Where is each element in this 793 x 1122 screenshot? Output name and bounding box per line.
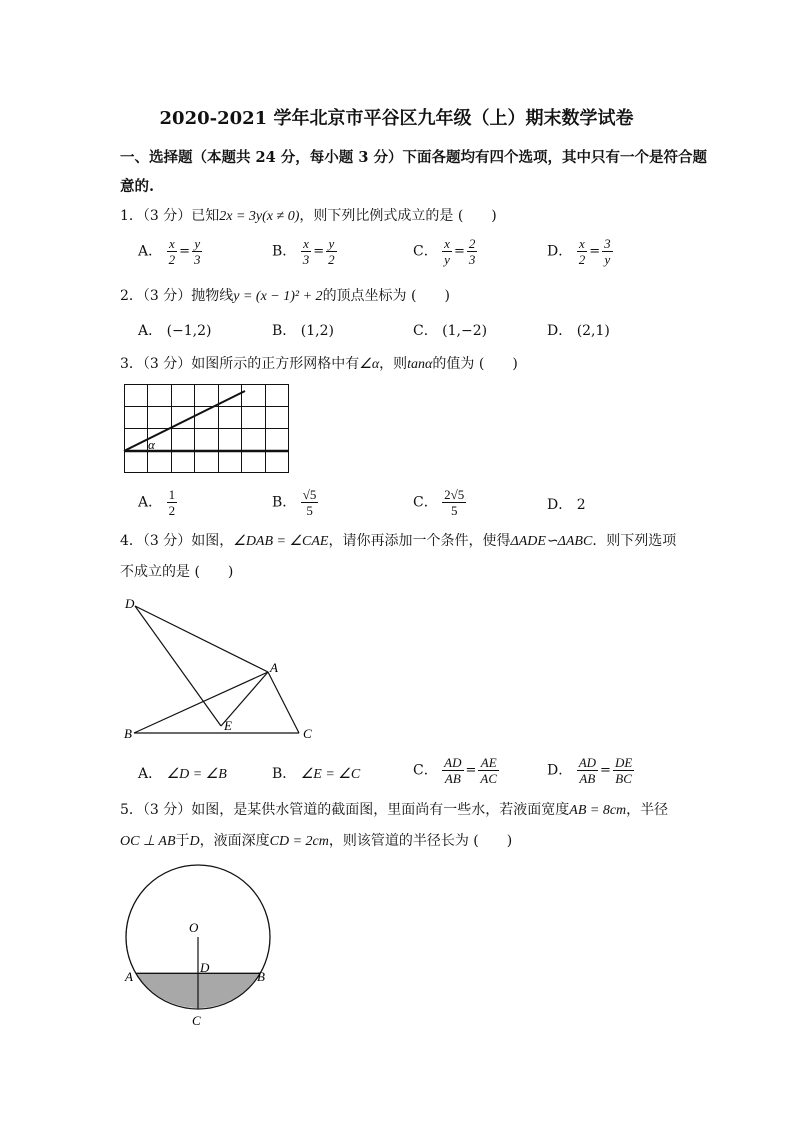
point-c-label: C	[303, 726, 312, 741]
option-label: A．	[138, 243, 163, 260]
triangle-figure	[118, 595, 318, 745]
fraction: $\frac{AE}{AC}$	[480, 755, 498, 786]
q2-option-c[interactable]: C． (1,−2)	[413, 323, 488, 339]
fraction: $\frac{y}{2}$	[328, 236, 335, 267]
fraction: $\frac{2}{3}$	[468, 236, 476, 267]
fraction: $\frac{x}{2}$	[168, 236, 176, 267]
q1-option-c[interactable]: C． $\frac{x}{y}$ = $\frac{2}{3}$	[413, 236, 476, 267]
question-4-stem-line2: 不成立的是 ( )	[120, 564, 234, 580]
point-o-label: O	[189, 920, 199, 935]
q1-option-a[interactable]: A． $\frac{x}{2}$ = $\frac{y}{3}$	[138, 236, 201, 267]
pipe-cross-section-figure	[118, 855, 288, 1055]
angle-alpha-label: α	[148, 437, 155, 452]
fraction: $\frac{√5}{5}$	[302, 487, 317, 518]
point-b-label: B	[257, 969, 265, 984]
q1-text-a: 1．（3 分）已知	[120, 208, 220, 224]
q2-math: y = (x − 1)² + 2	[233, 289, 323, 304]
question-5-stem-line2: OC ⊥ AB于D，液面深度CD = 2cm，则该管道的半径长为 ( )	[120, 833, 513, 849]
point-a-label: A	[270, 660, 278, 675]
fraction: $\frac{AD}{AB}$	[578, 755, 597, 786]
q2-text-a: 2．（3 分）抛物线	[120, 288, 234, 304]
fraction: $\frac{AD}{AB}$	[444, 755, 462, 786]
q1-option-d[interactable]: D． $\frac{x}{2}$ = $\frac{3}{y}$	[547, 236, 611, 267]
section-heading-line1: 一、选择题（本题共 24 分，每小题 3 分）下面各题均有四个选项，其中只有一个是符合题	[120, 149, 707, 166]
point-d-label: D	[200, 960, 210, 975]
question-4-stem: 4．（3 分）如图，∠DAB = ∠CAE，请你再添加一个条件，使得ΔADE∽ΔABC．则下列选项	[120, 533, 677, 549]
fraction: $\frac{1}{2}$	[168, 487, 176, 518]
fraction: $\frac{x}{y}$	[444, 236, 450, 267]
q3-option-c[interactable]: C． $\frac{2√5}{5}$	[413, 487, 465, 518]
section-heading-line2: 意的.	[120, 178, 155, 195]
fraction: $\frac{3}{y}$	[604, 236, 611, 267]
q2-option-a[interactable]: A． (−1,2)	[138, 323, 212, 339]
option-label: C．	[413, 243, 438, 260]
point-e-label: E	[224, 718, 232, 733]
fraction: $\frac{x}{3}$	[302, 236, 310, 267]
fraction: $\frac{y}{3}$	[193, 236, 201, 267]
square-grid-figure	[124, 384, 289, 474]
point-b-label: B	[124, 726, 132, 741]
question-3-stem: 3．（3 分）如图所示的正方形网格中有∠α，则tanα的值为 ( )	[120, 356, 518, 372]
q1-option-b[interactable]: B． $\frac{x}{3}$ = $\frac{y}{2}$	[272, 236, 335, 267]
q4-option-d[interactable]: D． $\frac{AD}{AB}$ = $\frac{DE}{BC}$	[547, 755, 633, 786]
q2-option-b[interactable]: B． (1,2)	[272, 323, 334, 339]
option-label: B．	[272, 243, 297, 260]
q1-math: 2x = 3y(x ≠ 0)	[219, 209, 300, 224]
page-title: 2020-2021 学年北京市平谷区九年级（上）期末数学试卷	[159, 108, 634, 129]
question-5-stem: 5．（3 分）如图，是某供水管道的截面图，里面尚有一些水，若液面宽度AB = 8cm，半径	[120, 802, 669, 818]
option-label: D．	[547, 243, 573, 260]
q3-option-b[interactable]: B． $\frac{√5}{5}$	[272, 487, 317, 518]
point-d-label: D	[125, 596, 135, 611]
q2-text-b: 的顶点坐标为 ( )	[322, 288, 450, 304]
q4-option-c[interactable]: C． $\frac{AD}{AB}$ = $\frac{AE}{AC}$	[413, 755, 498, 786]
q2-option-d[interactable]: D． (2,1)	[547, 323, 610, 339]
question-2-stem	[120, 285, 450, 305]
q3-option-a[interactable]: A． $\frac{1}{2}$	[138, 487, 176, 518]
fraction: $\frac{DE}{BC}$	[614, 755, 633, 786]
q4-option-b[interactable]: B． ∠E = ∠C	[272, 766, 361, 782]
q1-text-b: ，则下列比例式成立的是 ( )	[299, 208, 497, 224]
grid-ray	[124, 391, 245, 451]
q4-option-a[interactable]: A． ∠D = ∠B	[138, 766, 227, 782]
q3-option-d[interactable]: D． 2	[547, 497, 586, 513]
point-c-label: C	[192, 1013, 201, 1028]
question-1-stem	[120, 205, 497, 225]
fraction: $\frac{2√5}{5}$	[444, 487, 465, 518]
point-a-label: A	[125, 969, 133, 984]
fraction: $\frac{x}{2}$	[578, 236, 586, 267]
